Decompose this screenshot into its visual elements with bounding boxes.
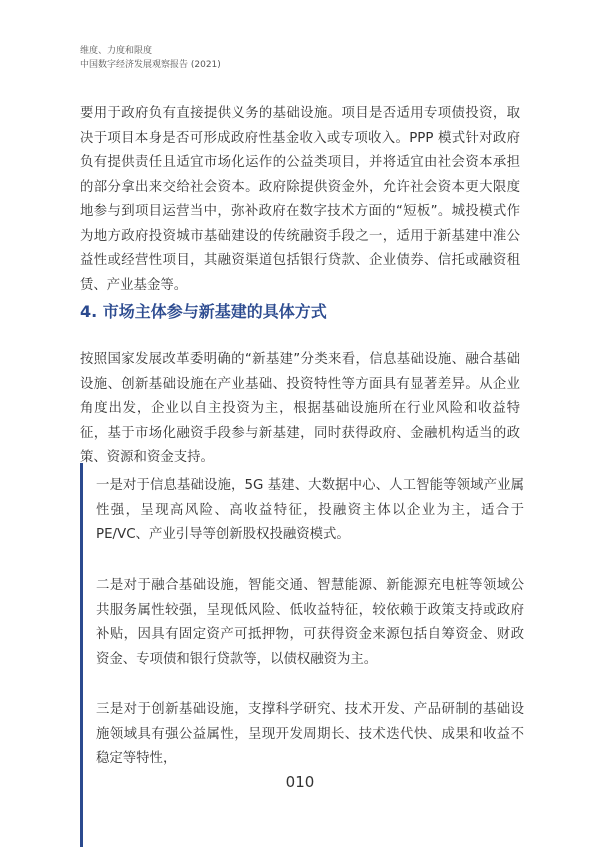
header-subtitle: 维度、力度和限度 <box>80 46 153 56</box>
quote-item-1: 一是对于信息基础设施，5G 基建、大数据中心、人工智能等领域产业属性强，呈现高风险、高收益特征，投融资主体以企业为主，适合于 PE/VC、产业引导等创新股权投融资模式。 <box>96 478 524 542</box>
header-report-title: 中国数字经济发展观察报告 (2021) <box>80 60 221 70</box>
section-heading: 4. 市场主体参与新基建的具体方式 <box>80 302 327 321</box>
quote-item-2: 二是对于融合基础设施，智能交通、智慧能源、新能源充电桩等领域公共服务属性较强，呈现低风险、低收益特征，较依赖于政策支持或政府补贴，因具有固定资产可抵押物，可获得资金来源包括自筹资金、财政资金、专项债和银行贷款等，以债权融资为主。 <box>96 578 524 667</box>
body-paragraph-2: 按照国家发展改革委明确的“新基建”分类来看，信息基础设施、融合基础设施、创新基础设施在产业基础、投资特性等方面具有显著差异。从企业角度出发，企业以自主投资为主，根据基础设施所在行业风险和收益特征，基于市场化融资手段参与新基建，同时获得政府、金融机构适当的政策、资源和资金支持。 <box>80 352 520 465</box>
body-paragraph-1: 要用于政府负有直接提供义务的基础设施。项目是否适用专项债投资，取决于项目本身是否可形成政府性基金收入或专项收入。PPP 模式针对政府负有提供责任且适宜市场化运作的公益类项目，并将适宜由社会资本承担的部分拿出来交给社会资本。政府除提供资金外，允许社会资本更大限度地参与到项目运营当中，弥补政府在数字技术方面的“短板”。城投模式作为地方政府投资城市基础建设的传统融资手段之一，适用于新基建中准公益性或经营性项目，其融资渠道包括银行贷款、企业债券、信托或融资租赁、产业基金等。 <box>80 106 520 293</box>
page-number: 010 <box>285 773 315 791</box>
quote-item-3: 三是对于创新基础设施，支撑科学研究、技术开发、产品研制的基础设施领域具有强公益属性，呈现开发周期长、技术迭代快、成果和收益不稳定等特性， <box>96 702 524 766</box>
running-header <box>80 44 221 72</box>
